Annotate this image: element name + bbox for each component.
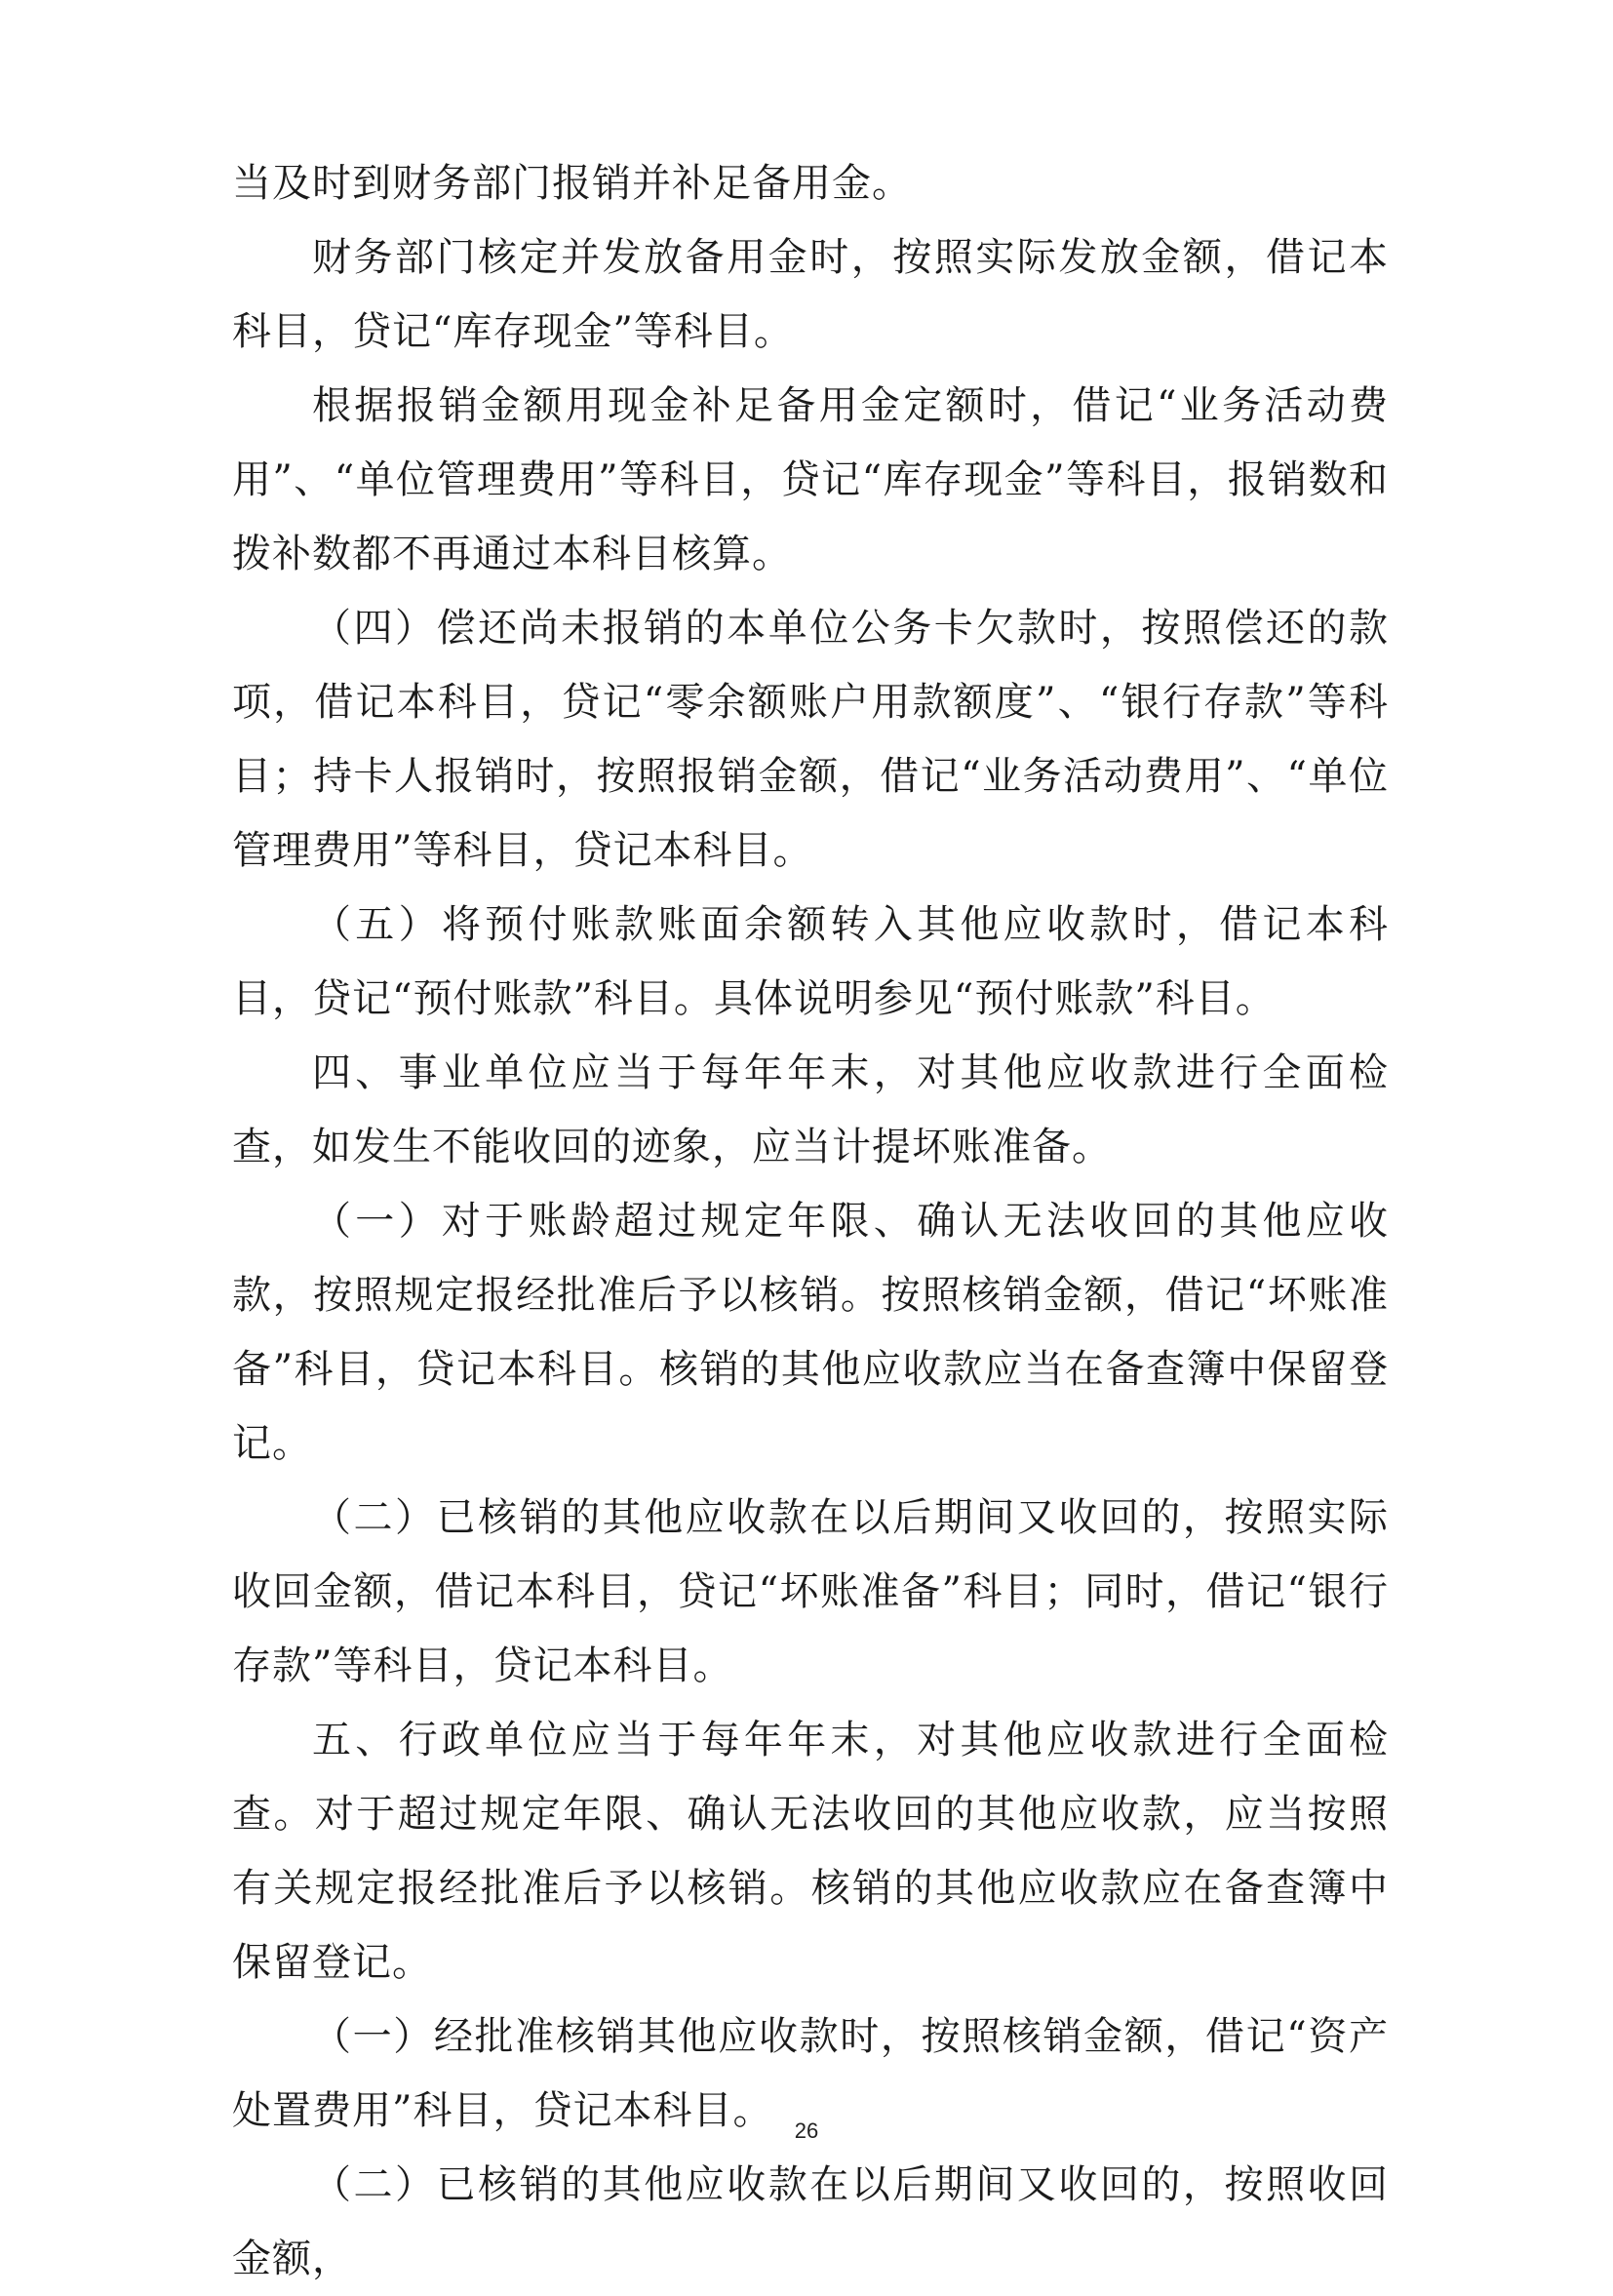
paragraph-section-4-item-2: （二）已核销的其他应收款在以后期间又收回的，按照实际收回金额，借记本科目，贷记“坏账准备”科目；同时，借记“银行存款”等科目，贷记本科目。 [232,1495,1389,1688]
paragraph-continuation: 当及时到财务部门报销并补足备用金。 [232,161,912,206]
page-number: 26 [794,2118,819,2143]
paragraph-item-5-prepayments: （五）将预付账款账面余额转入其他应收款时，借记本科目，贷记“预付账款”科目。具体说明参见“预付账款”科目。 [232,902,1389,1021]
paragraph-item-4-official-card: （四）偿还尚未报销的本单位公务卡欠款时，按照偿还的款项，借记本科目，贷记“零余额账户用款额度”、“银行存款”等科目；持卡人报销时，按照报销金额，借记“业务活动费用”、“单位管理费用”等科目，贷记本科目。 [232,606,1389,873]
paragraph-section-5-item-2: （二）已核销的其他应收款在以后期间又收回的，按照收回金额， [232,2162,1389,2281]
document-body [232,146,1389,2296]
paragraph-section-5-administrative: 五、行政单位应当于每年年末，对其他应收款进行全面检查。对于超过规定年限、确认无法收回的其他应收款，应当按照有关规定报经批准后予以核销。核销的其他应收款应在备查簿中保留登记。 [232,1718,1389,1985]
paragraph-section-5-item-1: （一）经批准核销其他应收款时，按照核销金额，借记“资产处置费用”科目，贷记本科目。 [232,2014,1389,2133]
paragraph-section-4-item-1: （一）对于账龄超过规定年限、确认无法收回的其他应收款，按照规定报经批准后予以核销。按照核销金额，借记“坏账准备”科目，贷记本科目。核销的其他应收款应当在备查簿中保留登记。 [232,1199,1389,1466]
paragraph-petty-cash-replenish: 根据报销金额用现金补足备用金定额时，借记“业务活动费用”、“单位管理费用”等科目，贷记“库存现金”等科目，报销数和拨补数都不再通过本科目核算。 [232,383,1389,576]
paragraph-section-4-institutions: 四、事业单位应当于每年年末，对其他应收款进行全面检查，如发生不能收回的迹象，应当计提坏账准备。 [232,1050,1389,1169]
paragraph-petty-cash-issue: 财务部门核定并发放备用金时，按照实际发放金额，借记本科目，贷记“库存现金”等科目。 [232,235,1389,354]
